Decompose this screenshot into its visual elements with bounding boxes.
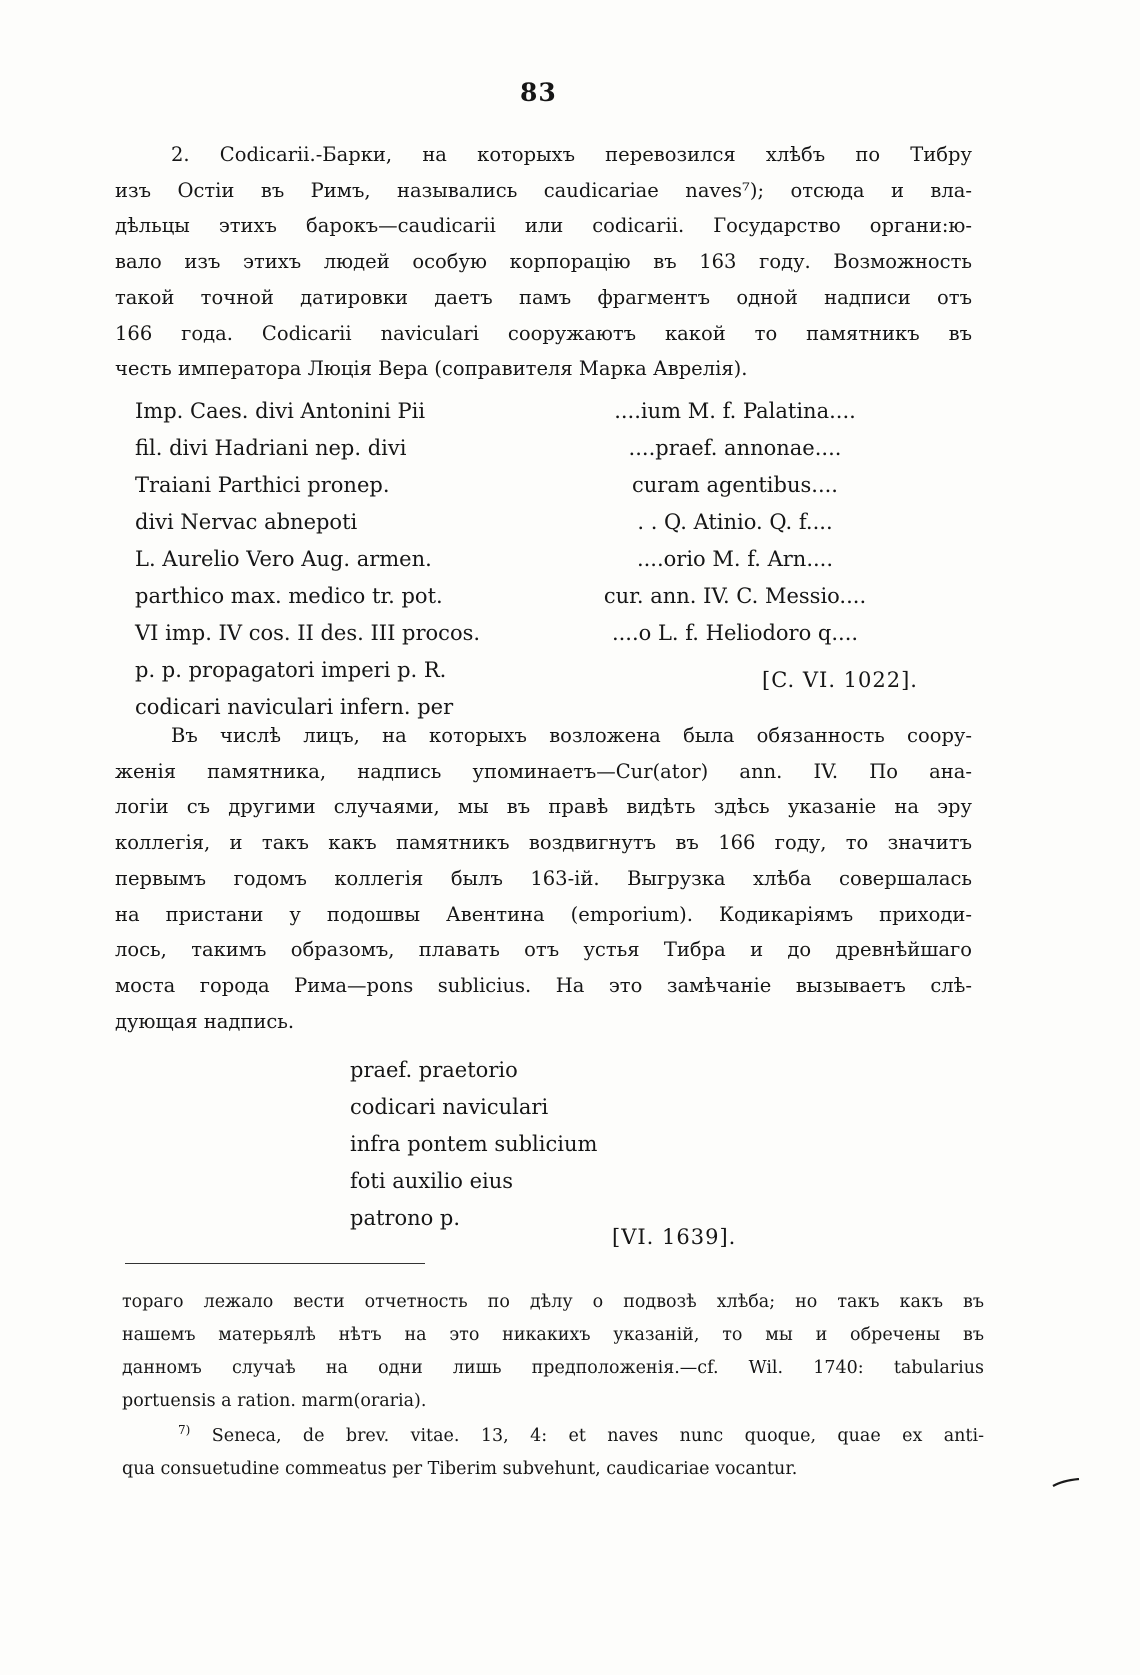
- text-line: на пристани у подошвы Авентина (emporium). Кодикаріямъ приходи-: [115, 902, 972, 926]
- inscription-line: codicari naviculari infern. per: [135, 695, 454, 719]
- footnote-line: данномъ случаѣ на одни лишь предположенія.—cf. Wil. 1740: tabularius: [122, 1358, 984, 1378]
- inscription-line: . . Q. Atinio. Q. f....: [637, 510, 833, 534]
- inscription-left-column: [135, 393, 555, 726]
- inscription-line: parthico max. medico tr. pot.: [135, 584, 443, 608]
- inscription-line: cur. ann. IV. C. Messio....: [603, 584, 867, 608]
- inscription-praetorio: [350, 1052, 597, 1237]
- footnote-line: нашемъ матерьялѣ нѣтъ на это никакихъ указаній, то мы и обречены въ: [122, 1325, 984, 1345]
- inscription-line: foti auxilio eius: [350, 1169, 514, 1193]
- text-line: моста города Рима—pons sublicius. На это замѣчаніе вызываетъ слѣ-: [115, 973, 972, 997]
- text-line: такой точной датировки даетъ памъ фрагментъ одной надписи отъ: [115, 285, 972, 309]
- footnote-7: [122, 1420, 984, 1486]
- ink-mark-icon: [1052, 1478, 1080, 1487]
- inscription-citation: [VI. 1639].: [612, 1225, 737, 1249]
- inscription-line: L. Aurelio Vero Aug. armen.: [135, 547, 432, 571]
- inscription-line: p. p. propagatori imperi p. R.: [135, 658, 447, 682]
- footnote-line: тораго лежало вести отчетность по дѣлу о подвозѣ хлѣба; но такъ какъ въ: [122, 1292, 984, 1312]
- inscription-line: codicari naviculari: [350, 1095, 549, 1119]
- inscription-line: praef. praetorio: [350, 1058, 518, 1082]
- footnote-line: qua consuetudine commeatus per Tiberim subvehunt, caudicariae vocantur.: [122, 1459, 798, 1479]
- inscription-line: curam agentibus....: [632, 473, 838, 497]
- text-line: 166 года. Codicarii naviculari сооружаютъ какой то памятникъ въ: [115, 321, 972, 345]
- text-line: Въ числѣ лицъ, на которыхъ возложена была обязанность соору-: [171, 724, 972, 747]
- text-line: женія памятника, надпись упоминаетъ—Cur(ator) ann. IV. По ана-: [115, 759, 972, 783]
- footnote-text: Seneca, de brev. vitae. 13, 4: et naves nunc quoque, quae ex anti-: [211, 1426, 984, 1446]
- inscription-citation: [C. VI. 1022].: [762, 668, 918, 692]
- paragraph-collegium: [115, 718, 972, 1039]
- inscription-line: ....o L. f. Heliodoro q....: [611, 621, 859, 645]
- inscription-line: VI imp. IV cos. II des. III procos.: [135, 621, 481, 645]
- footnote-line: [122, 1420, 984, 1453]
- inscription-line: ....praef. annonae....: [628, 436, 842, 460]
- inscription-line: Traiani Parthici pronep.: [135, 473, 390, 497]
- footnote-divider: [125, 1263, 425, 1264]
- paragraph-codicarii: [115, 137, 972, 387]
- text-line: изъ Остіи въ Римъ, назывались caudicariae naves⁷); отсюда и вла-: [115, 178, 972, 202]
- text-line: 2. Codicarii.-Барки, на которыхъ перевозился хлѣбъ по Тибру: [171, 143, 972, 166]
- text-line: честь императора Люція Вера (соправителя Марка Аврелія).: [115, 357, 748, 381]
- inscription-line: divi Nervac abnepoti: [135, 510, 358, 534]
- inscription-line: fil. divi Hadriani nep. divi: [135, 436, 407, 460]
- inscription-line: ....ium M. f. Palatina....: [614, 399, 856, 423]
- footnote-continuation: [122, 1286, 984, 1418]
- footnote-marker: 7): [178, 1423, 191, 1438]
- inscription-right-column: [555, 393, 915, 652]
- text-line: дѣльцы этихъ барокъ—caudicarii или codicarii. Государство органи:ю-: [115, 214, 972, 238]
- footnote-line: portuensis a ration. marm(oraria).: [122, 1391, 427, 1411]
- text-line: первымъ годомъ коллегія былъ 163-ій. Выгрузка хлѣба совершалась: [115, 866, 972, 890]
- text-line: дующая надпись.: [115, 1009, 295, 1033]
- page-number: 83: [520, 78, 557, 107]
- inscription-line: patrono p.: [350, 1206, 461, 1230]
- text-line: логіи съ другими случаями, мы въ правѣ видѣть здѣсь указаніе на эру: [115, 795, 972, 819]
- text-line: лось, такимъ образомъ, плавать отъ устья Тибра и до древнѣйшаго: [115, 938, 972, 962]
- inscription-line: ....orio M. f. Arn....: [636, 547, 834, 571]
- inscription-line: Imp. Caes. divi Antonini Pii: [135, 399, 426, 423]
- text-line: коллегія, и такъ какъ памятникъ воздвигнутъ въ 166 году, то значитъ: [115, 831, 972, 855]
- text-line: вало изъ этихъ людей особую корпорацію въ 163 году. Возможность: [115, 250, 972, 274]
- inscription-line: infra pontem sublicium: [350, 1132, 598, 1156]
